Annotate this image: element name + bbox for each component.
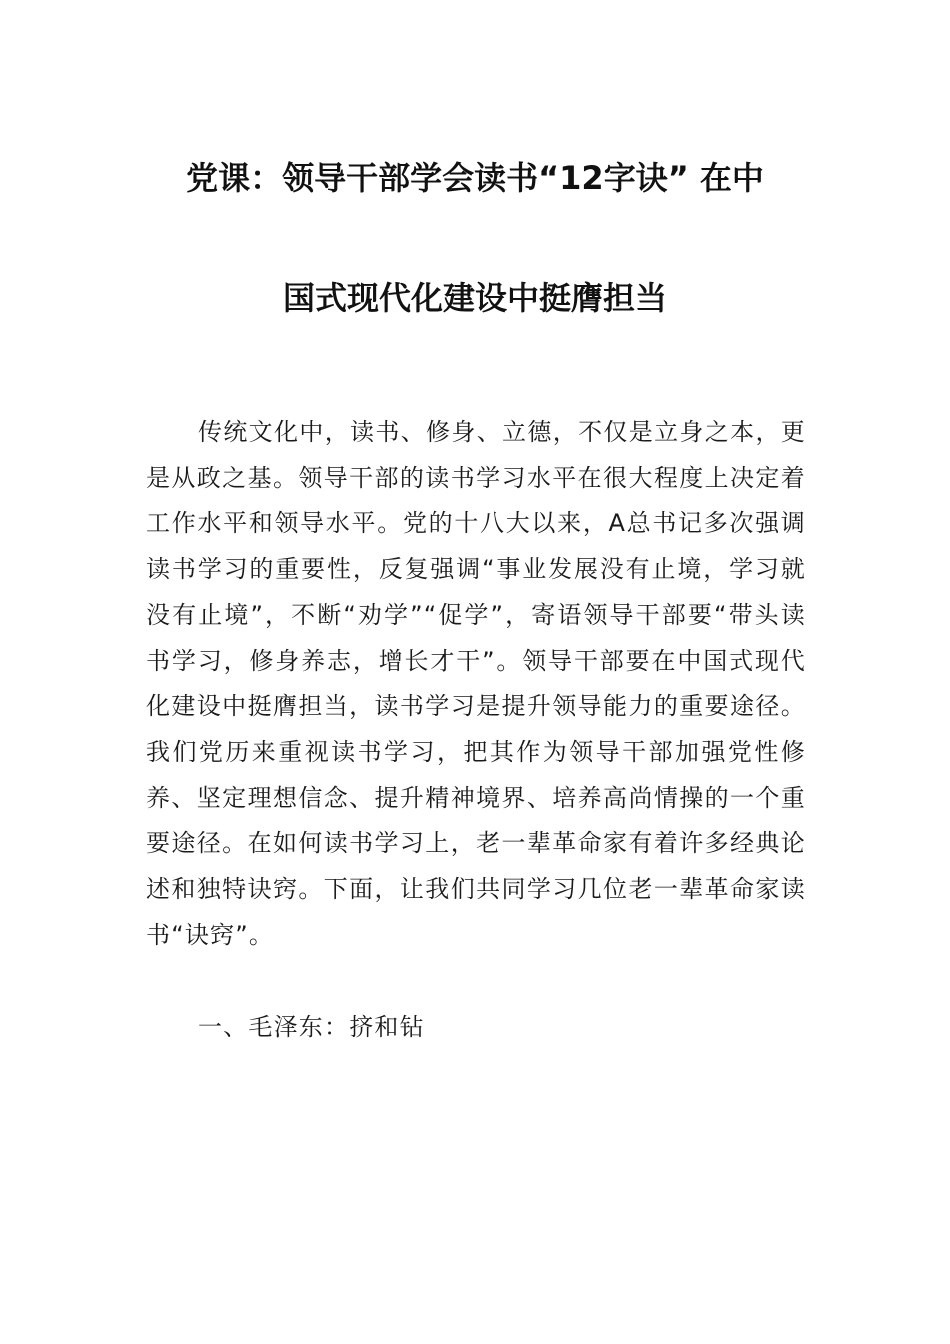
intro-paragraph: 传统文化中，读书、修身、立德，不仅是立身之本，更是从政之基。领导干部的读书学习水平在很大程度上决定着工作水平和领导水平。党的十八大以来，A总书记多次强调读书学习的重要性，反复强调“事业发展没有止境，学习就没有止境”，不断“劝学”“促学”，寄语领导干部要“带头读书学习，修身养志，增长才干”。领导干部要在中国式现代化建设中挺膺担当，读书学习是提升领导能力的重要途径。我们党历来重视读书学习，把其作为领导干部加强党性修养、坚定理想信念、提升精神境界、培养高尚情操的一个重要途径。在如何读书学习上，老一辈革命家有着许多经典论述和独特诀窍。下面，让我们共同学习几位老一辈革命家读书“诀窍”。 [146, 418, 806, 949]
document-title-line-1: 党课：领导干部学会读书“12字诀” 在中 [186, 159, 764, 197]
document-title-line-2: 国式现代化建设中挺膺担当 [282, 279, 667, 317]
section-heading: 一、毛泽东：挤和钻 [198, 1013, 425, 1041]
